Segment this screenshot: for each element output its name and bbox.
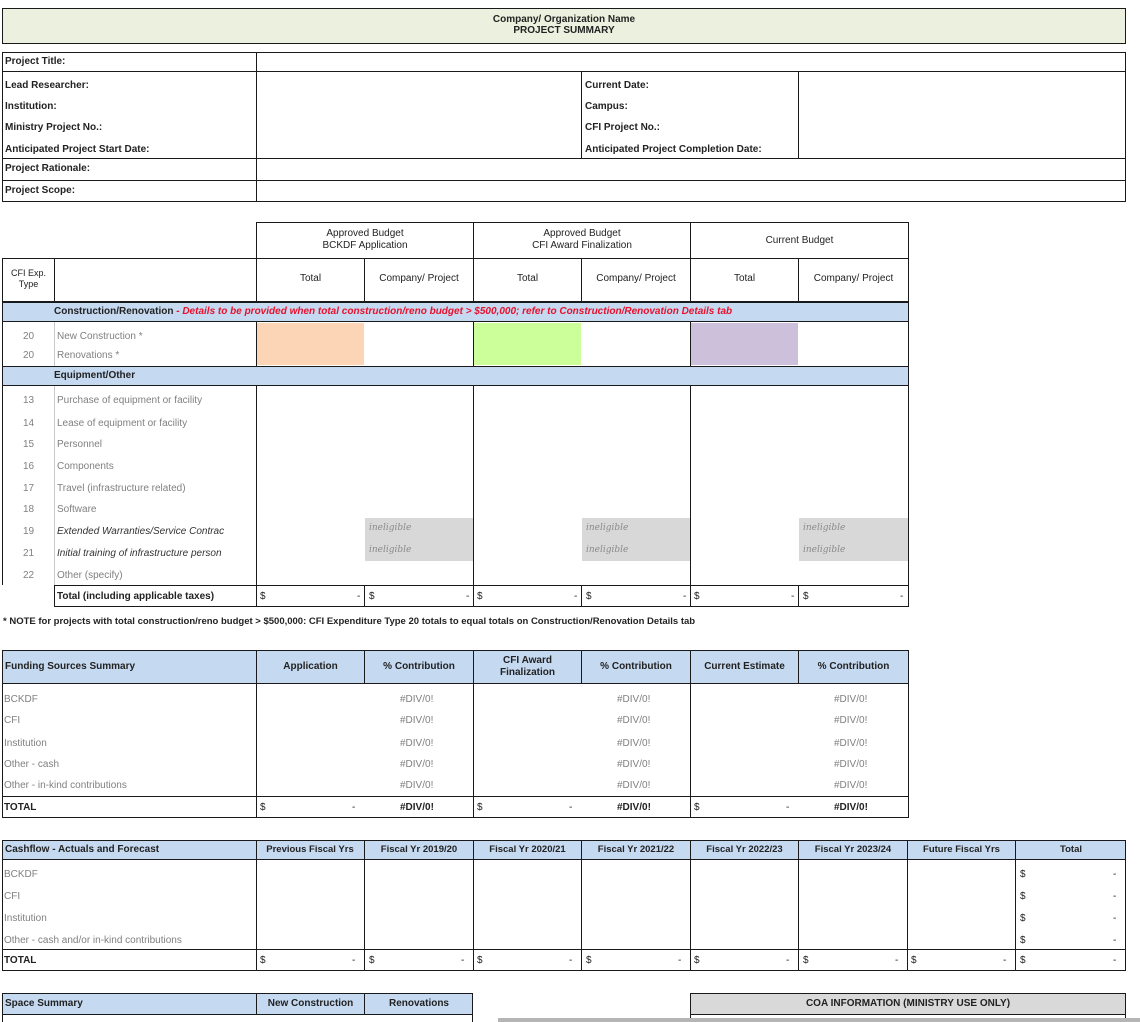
dash-value: - <box>1113 913 1117 924</box>
construction-section-header <box>2 302 909 322</box>
bckdf-group-line2: BCKDF Application <box>322 240 408 251</box>
row-code: 22 <box>22 570 35 581</box>
anticipated-completion-label: Anticipated Project Completion Date: <box>585 144 762 155</box>
institution-label: Institution: <box>5 101 57 112</box>
current-total-header: Total <box>733 273 756 284</box>
dash-value: - <box>895 955 899 966</box>
bckdf-group-line1: Approved Budget <box>326 228 404 239</box>
div-value: #DIV/0! <box>834 715 868 726</box>
row-label: Renovations * <box>57 350 120 361</box>
currency-symbol: $ <box>1020 869 1026 880</box>
currency-symbol: $ <box>1020 955 1026 966</box>
current-new-construction-swatch[interactable] <box>691 323 798 365</box>
cfi-ineligible-19: ineligible <box>582 518 690 540</box>
div-value: #DIV/0! <box>617 694 651 705</box>
dash-value: - <box>678 955 682 966</box>
row-code: 15 <box>22 439 35 450</box>
budget-total-label: Total (including applicable taxes) <box>57 591 215 602</box>
project-rationale-label: Project Rationale: <box>5 163 91 174</box>
campus-label: Campus: <box>585 101 628 112</box>
cashflow-row-label: BCKDF <box>4 869 38 880</box>
currency-symbol: $ <box>911 955 917 966</box>
row-code: 16 <box>22 461 35 472</box>
div-value: #DIV/0! <box>834 780 868 791</box>
bckdf-total-header: Total <box>299 273 322 284</box>
anticipated-start-label: Anticipated Project Start Date: <box>5 144 150 155</box>
space-renovations-header: Renovations <box>388 998 449 1009</box>
construction-section-note: - Details to be provided when total construction/reno budget > $500,000; refer to Construction/Renovation Details tab <box>173 306 733 317</box>
construction-section-title: Construction/Renovation <box>54 306 174 317</box>
cashflow-col-header: Fiscal Yr 2021/22 <box>597 844 675 855</box>
dash-value: - <box>1003 955 1007 966</box>
dash-value: - <box>1113 955 1117 966</box>
funding-row-label: Other - cash <box>4 759 60 770</box>
dash-value: - <box>352 955 356 966</box>
row-code: 17 <box>22 483 35 494</box>
row-label: Purchase of equipment or facility <box>57 395 203 406</box>
div-value: #DIV/0! <box>617 715 651 726</box>
div-value: #DIV/0! <box>617 738 651 749</box>
row-code: 18 <box>22 504 35 515</box>
bckdf-new-construction-swatch[interactable] <box>257 323 364 365</box>
currency-symbol: $ <box>1020 913 1026 924</box>
bckdf-ineligible-19: ineligible <box>365 518 473 540</box>
row-label: Other (specify) <box>57 570 123 581</box>
currency-symbol: $ <box>369 955 375 966</box>
currency-symbol: $ <box>260 955 266 966</box>
funding-row-label: Other - in-kind contributions <box>4 780 127 791</box>
bckdf-company-header: Company/ Project <box>379 273 459 284</box>
div-value: #DIV/0! <box>400 715 434 726</box>
row-label: Travel (infrastructure related) <box>57 483 186 494</box>
cashflow-col-header: Fiscal Yr 2019/20 <box>380 844 458 855</box>
current-date-label: Current Date: <box>585 80 649 91</box>
currency-symbol: $ <box>803 591 809 602</box>
construction-note: * NOTE for projects with total construction/reno budget > $500,000: CFI Expenditure Type 20 totals to equal totals on Construction/Renovation Details tab <box>3 616 696 627</box>
div-value: #DIV/0! <box>834 738 868 749</box>
funding-row-label: CFI <box>4 715 21 726</box>
row-code: 21 <box>22 548 35 559</box>
dash-value: - <box>791 591 795 602</box>
current-ineligible-21: ineligible <box>799 540 908 561</box>
div-value: #DIV/0! <box>617 780 651 791</box>
dash-value: - <box>786 955 790 966</box>
project-title-label: Project Title: <box>5 56 66 67</box>
exp-type-header-line1: CFI Exp. <box>10 268 46 278</box>
div-value: #DIV/0! <box>617 802 651 813</box>
funding-body-box <box>2 684 909 818</box>
div-value: #DIV/0! <box>400 759 434 770</box>
currency-symbol: $ <box>1020 891 1026 902</box>
funding-application-header: Application <box>283 661 338 672</box>
equipment-section-header <box>2 366 909 386</box>
lead-researcher-label: Lead Researcher: <box>5 80 89 91</box>
funding-total-label: TOTAL <box>4 802 37 813</box>
currency-symbol: $ <box>477 802 483 813</box>
project-rationale-field[interactable] <box>258 159 1124 179</box>
dash-value: - <box>1113 869 1117 880</box>
funding-contribution-header: % Contribution <box>600 661 672 672</box>
funding-cfi-header-line2: Finalization <box>500 667 555 678</box>
cashflow-col-header: Future Fiscal Yrs <box>923 844 1000 855</box>
funding-contribution-header: % Contribution <box>817 661 890 672</box>
row-code: 14 <box>22 418 35 429</box>
currency-symbol: $ <box>477 591 483 602</box>
funding-title: Funding Sources Summary <box>5 661 136 672</box>
currency-symbol: $ <box>1020 935 1026 946</box>
cashflow-row-label: Other - cash and/or in-kind contributions <box>4 935 182 946</box>
page-header <box>2 8 1126 44</box>
cfi-new-construction-swatch[interactable] <box>474 323 581 365</box>
row-code: 20 <box>22 331 35 342</box>
dash-value: - <box>352 802 356 813</box>
currency-symbol: $ <box>803 955 809 966</box>
div-value: #DIV/0! <box>834 802 868 813</box>
row-code: 13 <box>22 395 35 406</box>
cashflow-col-header: Fiscal Yr 2020/21 <box>489 844 566 855</box>
dash-value: - <box>466 591 470 602</box>
cfi-project-no-label: CFI Project No.: <box>585 122 661 133</box>
page-title: PROJECT SUMMARY <box>513 25 615 36</box>
dash-value: - <box>357 591 361 602</box>
row-label: Extended Warranties/Service Contrac <box>57 526 225 537</box>
dash-value: - <box>574 591 578 602</box>
dash-value: - <box>569 802 573 813</box>
cashflow-col-header: Fiscal Yr 2023/24 <box>814 844 892 855</box>
currency-symbol: $ <box>694 955 700 966</box>
funding-cfi-header-line1: CFI Award <box>503 655 552 666</box>
dash-value: - <box>786 802 790 813</box>
horizontal-scrollbar[interactable] <box>498 1018 1140 1022</box>
project-scope-label: Project Scope: <box>5 185 76 196</box>
currency-symbol: $ <box>260 802 266 813</box>
cashflow-body-box <box>2 860 1126 971</box>
cashflow-row-label: Institution <box>4 913 47 924</box>
div-value: #DIV/0! <box>400 780 434 791</box>
currency-symbol: $ <box>586 955 592 966</box>
currency-symbol: $ <box>694 802 700 813</box>
cashflow-col-header: Fiscal Yr 2022/23 <box>706 844 783 855</box>
funding-row-label: BCKDF <box>4 694 38 705</box>
cfi-ineligible-21: ineligible <box>582 540 690 561</box>
dash-value: - <box>569 955 573 966</box>
row-label: Lease of equipment or facility <box>57 418 188 429</box>
dash-value: - <box>900 591 904 602</box>
space-summary-partial-row <box>2 1015 473 1022</box>
row-code: 20 <box>22 350 35 361</box>
cashflow-total-label: TOTAL <box>4 955 37 966</box>
funding-contribution-header: % Contribution <box>383 661 455 672</box>
currency-symbol: $ <box>586 591 592 602</box>
div-value: #DIV/0! <box>617 759 651 770</box>
current-ineligible-19: ineligible <box>799 518 908 540</box>
project-title-field[interactable] <box>258 53 1124 70</box>
div-value: #DIV/0! <box>400 738 434 749</box>
date-info-field[interactable] <box>800 72 1124 157</box>
exp-type-header-line2: Type <box>18 279 39 289</box>
div-value: #DIV/0! <box>834 694 868 705</box>
lead-info-field[interactable] <box>258 72 580 157</box>
row-label: Personnel <box>57 439 103 450</box>
dash-value: - <box>1113 935 1117 946</box>
dash-value: - <box>461 955 465 966</box>
dash-value: - <box>1113 891 1117 902</box>
currency-symbol: $ <box>477 955 483 966</box>
current-company-header: Company/ Project <box>813 273 894 284</box>
cashflow-title: Cashflow - Actuals and Forecast <box>5 844 160 855</box>
cfi-total-header: Total <box>516 273 539 284</box>
cashflow-col-header: Previous Fiscal Yrs <box>266 844 354 855</box>
cfi-group-line1: Approved Budget <box>543 228 621 239</box>
div-value: #DIV/0! <box>400 694 434 705</box>
current-budget-group: Current Budget <box>765 235 834 246</box>
funding-row-label: Institution <box>4 738 47 749</box>
div-value: #DIV/0! <box>400 802 434 813</box>
bckdf-ineligible-21: ineligible <box>365 540 473 561</box>
cfi-company-header: Company/ Project <box>596 273 676 284</box>
project-scope-field[interactable] <box>258 181 1124 201</box>
currency-symbol: $ <box>369 591 375 602</box>
space-summary-title: Space Summary <box>5 998 83 1009</box>
ministry-project-no-label: Ministry Project No.: <box>5 122 103 133</box>
cfi-group-line2: CFI Award Finalization <box>532 240 632 251</box>
org-name: Company/ Organization Name <box>492 14 636 25</box>
cashflow-col-header: Total <box>1060 844 1082 855</box>
row-label: Components <box>57 461 114 472</box>
row-label: New Construction * <box>57 331 143 342</box>
space-new-construction-header: New Construction <box>267 998 354 1009</box>
row-label: Initial training of infrastructure person <box>57 548 222 559</box>
coa-title: COA INFORMATION (MINISTRY USE ONLY) <box>805 998 1011 1009</box>
row-label: Software <box>57 504 97 515</box>
cashflow-row-label: CFI <box>4 891 21 902</box>
div-value: #DIV/0! <box>834 759 868 770</box>
row-code: 19 <box>22 526 35 537</box>
dash-value: - <box>683 591 687 602</box>
funding-current-header: Current Estimate <box>704 661 785 672</box>
equipment-section-title: Equipment/Other <box>54 370 136 381</box>
currency-symbol: $ <box>694 591 700 602</box>
currency-symbol: $ <box>260 591 266 602</box>
